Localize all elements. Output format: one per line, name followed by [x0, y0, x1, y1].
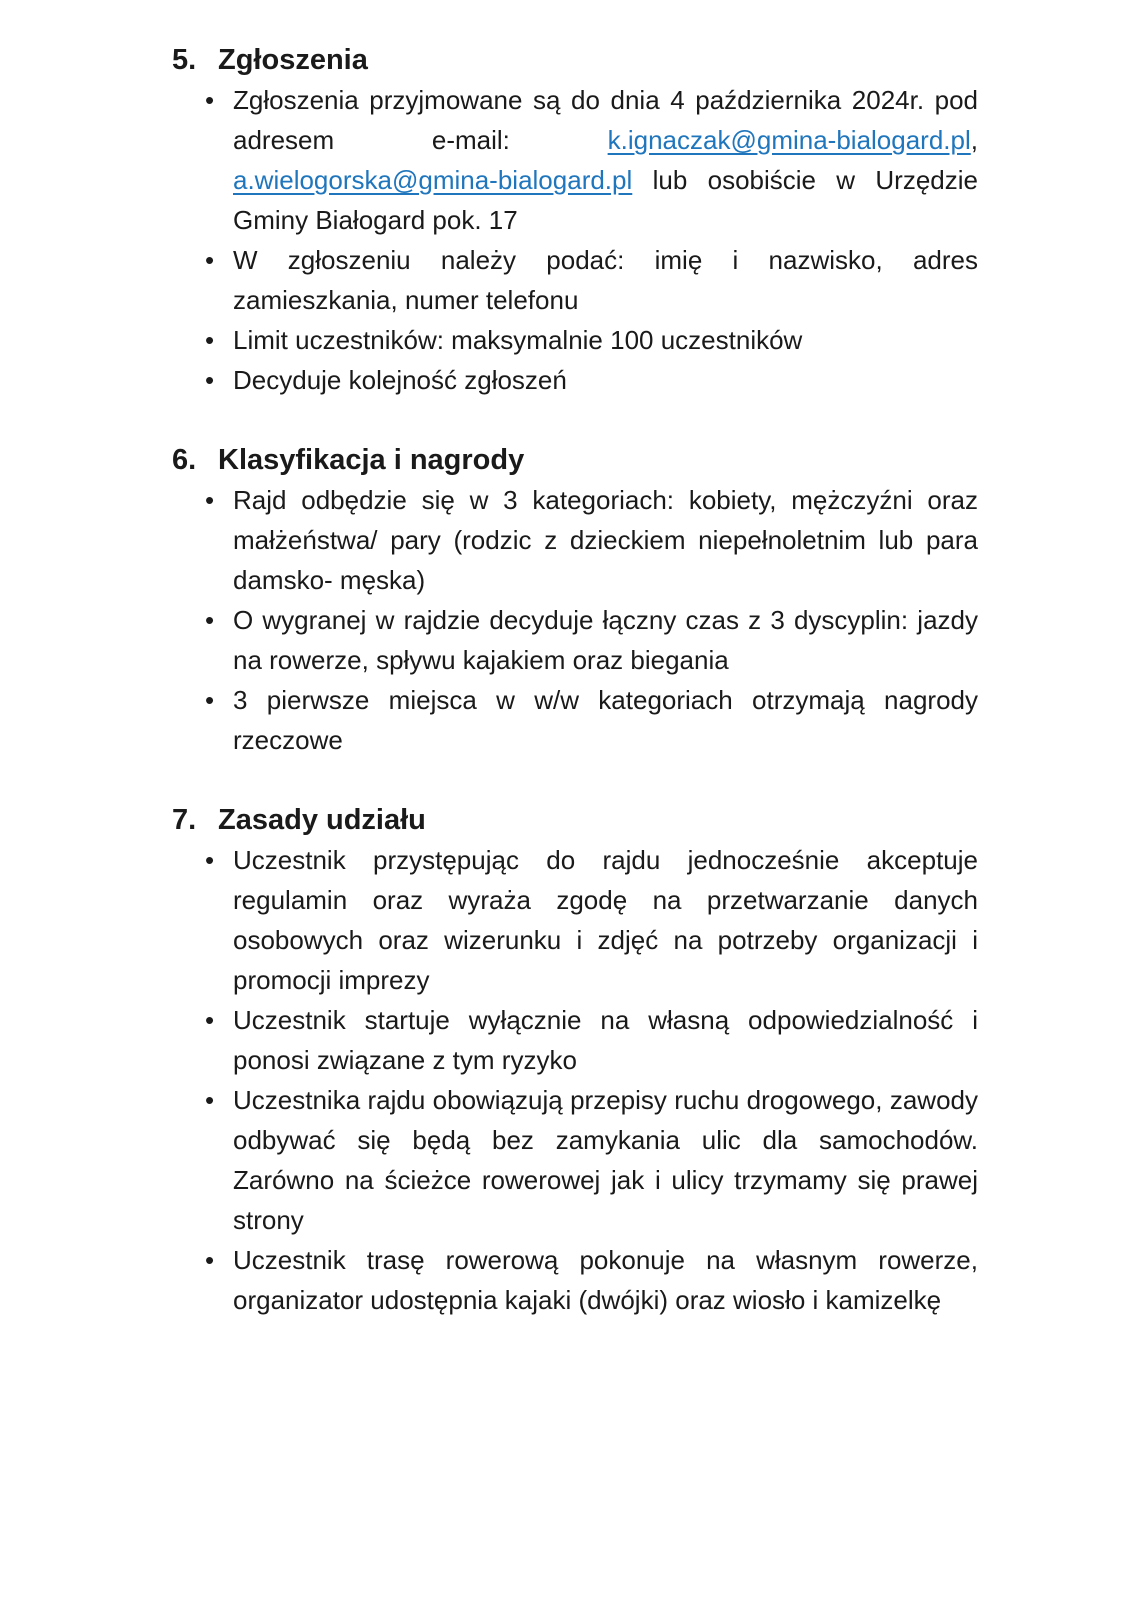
bullet-text: 3 pierwsze miejsca w w/w kategoriach otrzymają nagrody rzeczowe [233, 685, 978, 755]
bullet-text-prefix: Zgłoszenia przyjmowane są do dnia 4 października 2024r. pod adresem e-mail: [233, 85, 978, 155]
bullet-icon: • [205, 85, 215, 115]
bullet-item [205, 600, 978, 680]
bullet-icon: • [205, 365, 215, 395]
section-heading [172, 800, 978, 840]
bullet-icon: • [205, 325, 215, 355]
bullet-text-separator: , [970, 125, 978, 155]
bullet-item [205, 80, 978, 240]
bullet-icon: • [205, 845, 215, 875]
bullet-item [205, 1240, 978, 1320]
bullet-text: Uczestnik przystępując do rajdu jednocześnie akceptuje regulamin oraz wyraża zgodę na przetwarzanie danych osobowych oraz wizerunku i zdjęć na potrzeby organizacji i promocji imprezy [233, 845, 978, 995]
bullet-item [205, 1000, 978, 1080]
bullet-text: Uczestnik trasę rowerową pokonuje na własnym rowerze, organizator udostępnia kajaki (dwójki) oraz wiosło i kamizelkę [233, 1245, 978, 1315]
bullet-text: Uczestnik startuje wyłącznie na własną odpowiedzialność i ponosi związane z tym ryzyko [233, 1005, 978, 1075]
bullet-item [205, 1080, 978, 1240]
bullet-text-suffix: lub osobiście w Urzędzie Gminy Białogard pok. 17 [233, 165, 978, 235]
section-title: Klasyfikacja i nagrody [218, 444, 525, 476]
bullet-text: O wygranej w rajdzie decyduje łączny czas z 3 dyscyplin: jazdy na rowerze, spływu kajakiem oraz biegania [233, 605, 978, 675]
bullet-icon: • [205, 1005, 215, 1035]
bullet-text: W zgłoszeniu należy podać: imię i nazwisko, adres zamieszkania, numer telefonu [233, 245, 978, 315]
bullet-list [172, 480, 978, 760]
section-number: 7. [172, 804, 197, 836]
bullet-item [205, 320, 978, 360]
section-zasady-udzialu [172, 800, 978, 1320]
bullet-text: Decyduje kolejność zgłoszeń [233, 365, 567, 395]
section-number: 6. [172, 444, 197, 476]
section-heading [172, 40, 978, 80]
email-link-a-wielogorska[interactable]: a.wielogorska@gmina-bialogard.pl [233, 165, 633, 195]
section-number: 5. [172, 44, 197, 76]
bullet-text: Rajd odbędzie się w 3 kategoriach: kobiety, mężczyźni oraz małżeństwa/ pary (rodzic z dzieckiem niepełnoletnim lub para damsko- męska) [233, 485, 978, 595]
bullet-icon: • [205, 1085, 215, 1115]
bullet-text: Limit uczestników: maksymalnie 100 uczestników [233, 325, 803, 355]
bullet-text [233, 80, 978, 240]
bullet-list [172, 80, 978, 400]
bullet-item [205, 680, 978, 760]
bullet-icon: • [205, 1245, 215, 1275]
bullet-list [172, 840, 978, 1320]
section-zgloszenia [172, 40, 978, 400]
section-title: Zgłoszenia [218, 44, 368, 76]
bullet-icon: • [205, 605, 215, 635]
bullet-item [205, 840, 978, 1000]
section-title: Zasady udziału [218, 804, 426, 836]
section-klasyfikacja-i-nagrody [172, 440, 978, 760]
bullet-item [205, 480, 978, 600]
bullet-text: Uczestnika rajdu obowiązują przepisy ruchu drogowego, zawody odbywać się będą bez zamykania ulic dla samochodów. Zarówno na ścieżce rowerowej jak i ulicy trzymamy się prawej strony [233, 1085, 978, 1235]
email-link-k-ignaczak[interactable]: k.ignaczak@gmina-bialogard.pl [607, 125, 971, 155]
bullet-icon: • [205, 685, 215, 715]
bullet-item [205, 240, 978, 320]
bullet-item [205, 360, 978, 400]
bullet-icon: • [205, 245, 215, 275]
section-heading [172, 440, 978, 480]
bullet-icon: • [205, 485, 215, 515]
